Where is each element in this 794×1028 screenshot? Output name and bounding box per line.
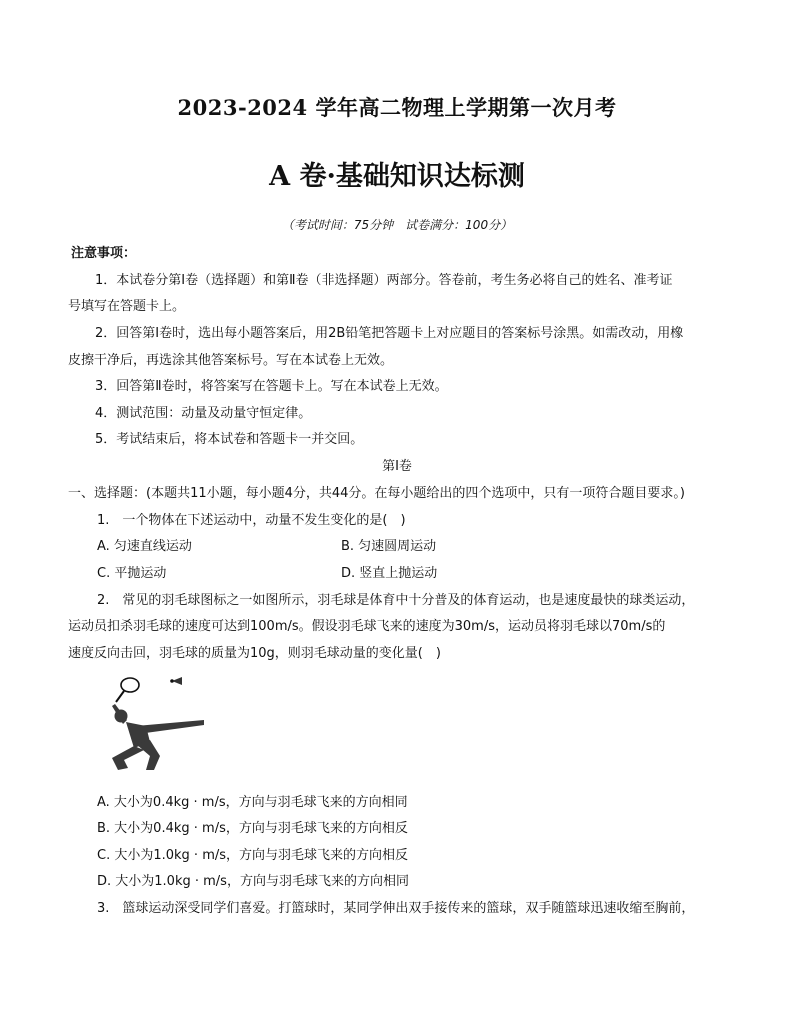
notice-item-5: 5．考试结束后，将本试卷和答题卡一并交回。 xyxy=(95,432,364,447)
notice-item-3: 3．回答第Ⅱ卷时，将答案写在答题卡上。写在本试卷上无效。 xyxy=(95,379,448,394)
notice-item-1-line-1: 1．本试卷分第Ⅰ卷（选择题）和第Ⅱ卷（非选择题）两部分。答卷前，考生务必将自己的姓名、准考证 xyxy=(95,273,673,288)
question-2-option-a: A. 大小为0.4kg · m/s，方向与羽毛球飞来的方向相同 xyxy=(97,795,408,810)
player-leg-front xyxy=(136,740,160,770)
page-title: 2023-2024 学年高二物理上学期第一次月考 xyxy=(177,95,617,120)
page-subtitle: A 卷·基础知识达标测 xyxy=(269,161,525,192)
question-2-line-3: 速度反向击回，羽毛球的质量为10g，则羽毛球动量的变化量( ) xyxy=(68,646,441,661)
question-1-option-d: D. 竖直上抛运动 xyxy=(341,566,438,581)
question-2-line-1: 2. 常见的羽毛球图标之一如图所示，羽毛球是体育中十分普及的体育运动，也是速度最快的球类运动， xyxy=(97,593,695,608)
section-title: 第Ⅰ卷 xyxy=(382,459,412,474)
exam-info: （考试时间：75分钟 试卷满分：100分） xyxy=(281,218,513,232)
question-1-option-a: A. 匀速直线运动 xyxy=(97,539,192,554)
question-3-line-1: 3. 篮球运动深受同学们喜爱。打篮球时，某同学伸出双手接传来的篮球，双手随篮球迅速收缩至胸前， xyxy=(97,901,695,916)
question-2-option-b: B. 大小为0.4kg · m/s，方向与羽毛球飞来的方向相反 xyxy=(97,821,408,836)
question-2-line-2: 运动员扣杀羽毛球的速度可达到100m/s。假设羽毛球飞来的速度为30m/s，运动员将羽毛球以70m/s的 xyxy=(68,619,666,634)
section-instruction: 一、选择题：(本题共11小题，每小题4分，共44分。在每小题给出的四个选项中，只有一项符合题目要求。) xyxy=(68,486,685,501)
shuttlecock-icon xyxy=(170,677,182,685)
racket-head xyxy=(121,678,139,692)
racket-handle xyxy=(116,691,124,702)
notice-item-2-line-1: 2．回答第Ⅰ卷时，选出每小题答案后，用2B铅笔把答题卡上对应题目的答案标号涂黑。如需改动，用橡 xyxy=(95,326,684,341)
notice-heading: 注意事项： xyxy=(71,246,137,261)
player-leg-back xyxy=(112,746,144,770)
question-1-stem: 1. 一个物体在下述运动中，动量不发生变化的是( ) xyxy=(97,513,406,528)
notice-item-2-line-2: 皮擦干净后，再选涂其他答案标号。写在本试卷上无效。 xyxy=(68,353,394,368)
badminton-player-figure xyxy=(100,672,210,772)
question-1-option-c: C. 平抛运动 xyxy=(97,566,167,581)
question-1-option-b: B. 匀速圆周运动 xyxy=(341,539,437,554)
question-2-option-d: D. 大小为1.0kg · m/s，方向与羽毛球飞来的方向相同 xyxy=(97,874,409,889)
question-2-option-c: C. 大小为1.0kg · m/s，方向与羽毛球飞来的方向相反 xyxy=(97,848,409,863)
notice-item-4: 4．测试范围：动量及动量守恒定律。 xyxy=(95,406,312,421)
notice-item-1-line-2: 号填写在答题卡上。 xyxy=(68,299,186,314)
